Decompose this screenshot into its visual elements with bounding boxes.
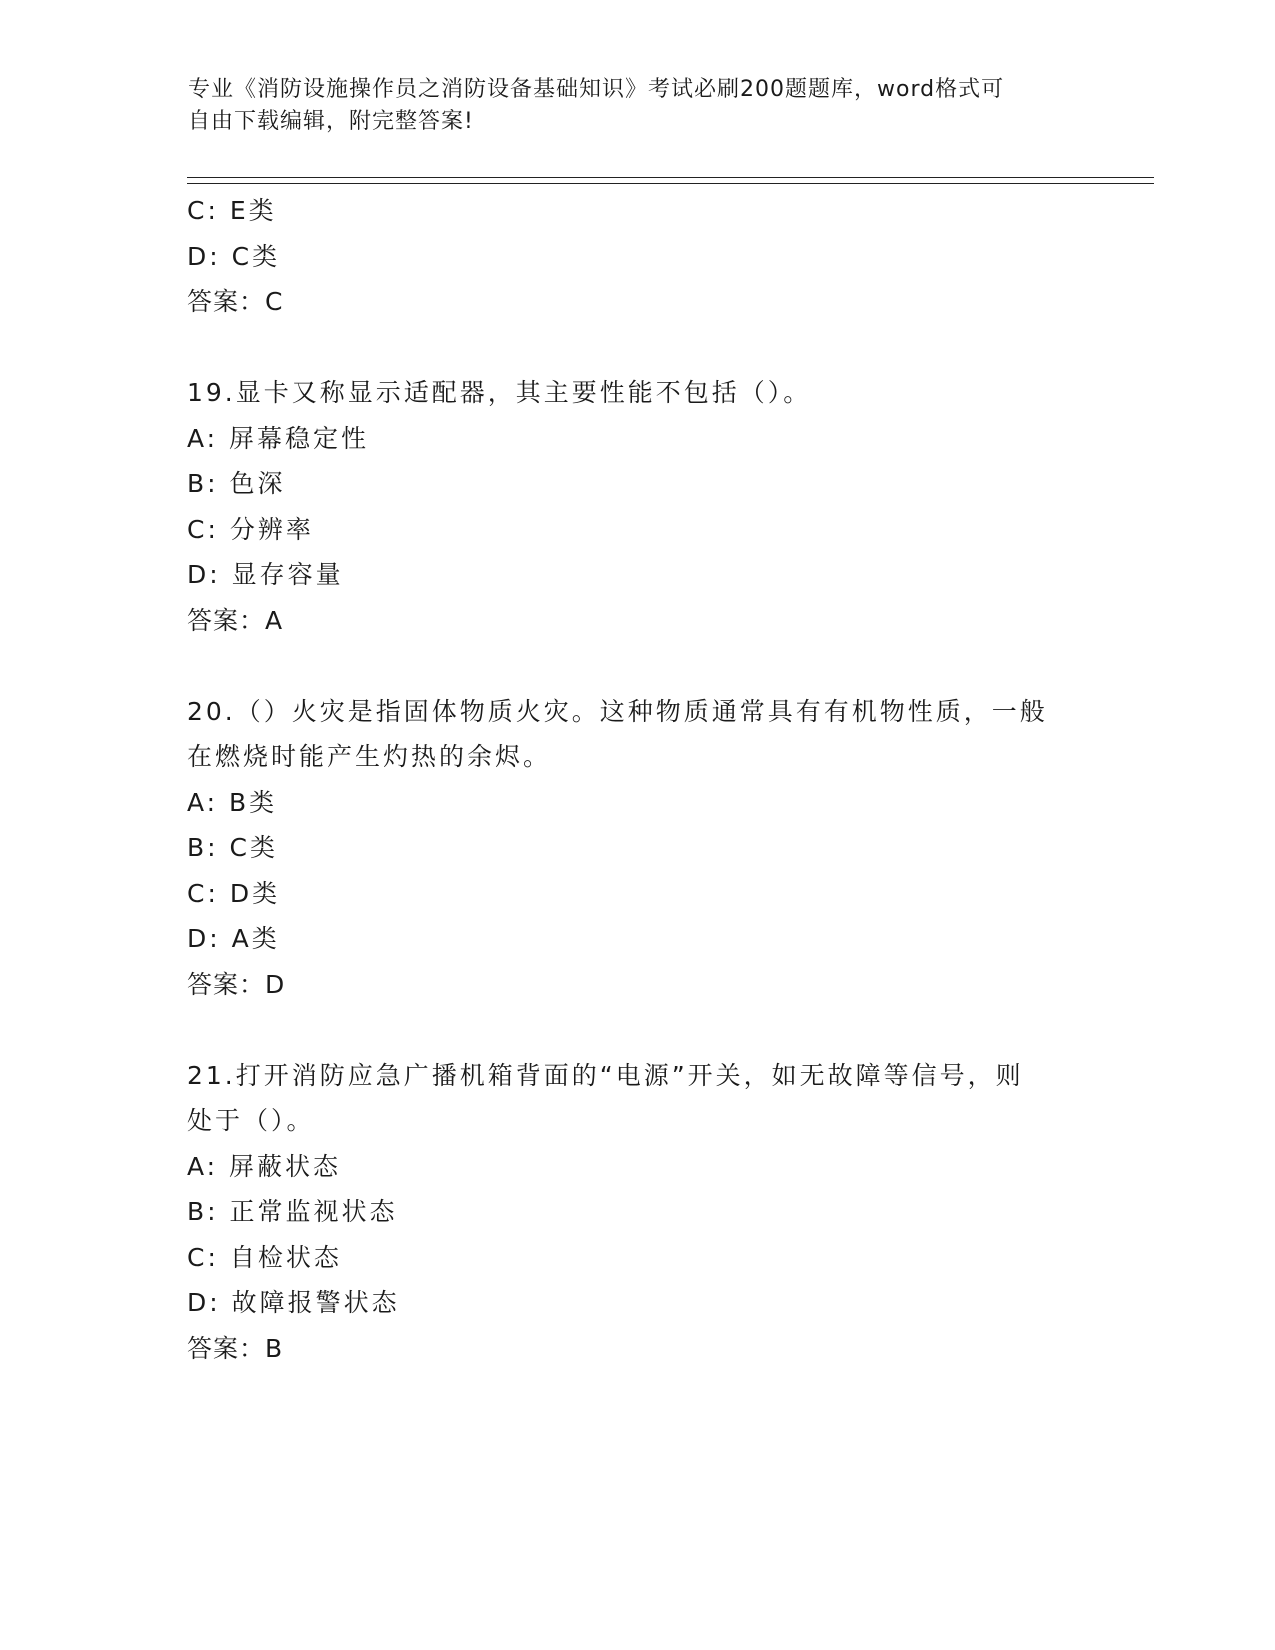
spacer (187, 325, 1087, 371)
option-b: B: 正常监视状态 (187, 1197, 398, 1226)
header-line-1: 专业《消防设施操作员之消防设备基础知识》考试必刷200题题库，word格式可 (188, 77, 1005, 102)
question-text: 19.显卡又称显示适配器，其主要性能不包括（）。 (187, 378, 812, 407)
option-c: C: D类 (187, 878, 281, 908)
header-divider-top (187, 177, 1154, 178)
question-text-line-2: 在燃烧时能产生灼热的余烬。 (187, 742, 552, 771)
option-d: D: 故障报警状态 (187, 1288, 400, 1317)
option-c: C: 分辨率 (187, 514, 314, 544)
option-a: A: B类 (187, 787, 278, 817)
option-d: D: C类 (187, 241, 281, 271)
header-line-2: 自由下载编辑，附完整答案! (188, 109, 474, 134)
question-block-21 (187, 1053, 1087, 1372)
answer-line: 答案：B (187, 1333, 284, 1363)
option-b: B: 色深 (187, 469, 286, 498)
question-list (187, 188, 1087, 1371)
answer-line: 答案：C (187, 287, 284, 316)
question-block-prev (187, 188, 1087, 325)
question-text-line-1: 21.打开消防应急广播机箱背面的“电源”开关，如无故障等信号，则 (187, 1060, 1024, 1090)
answer-line: 答案：D (187, 969, 286, 999)
question-block-19 (187, 370, 1087, 643)
option-d: D: 显存容量 (187, 560, 344, 589)
option-d: D: A类 (187, 924, 280, 953)
option-c: C: 自检状态 (187, 1242, 342, 1272)
option-a: A: 屏蔽状态 (187, 1151, 342, 1181)
document-header (188, 74, 1088, 138)
question-block-20 (187, 689, 1087, 1008)
option-b: B: C类 (187, 833, 278, 862)
question-text-line-1: 20.（）火灾是指固体物质火灾。这种物质通常具有有机物性质，一般 (187, 696, 1048, 726)
option-a: A: 屏幕稳定性 (187, 423, 370, 453)
header-divider-bottom (187, 183, 1154, 184)
spacer (187, 1007, 1087, 1053)
answer-line: 答案：A (187, 605, 284, 635)
question-text-line-2: 处于（）。 (187, 1106, 315, 1135)
spacer (187, 643, 1087, 689)
option-c: C: E类 (187, 196, 277, 225)
